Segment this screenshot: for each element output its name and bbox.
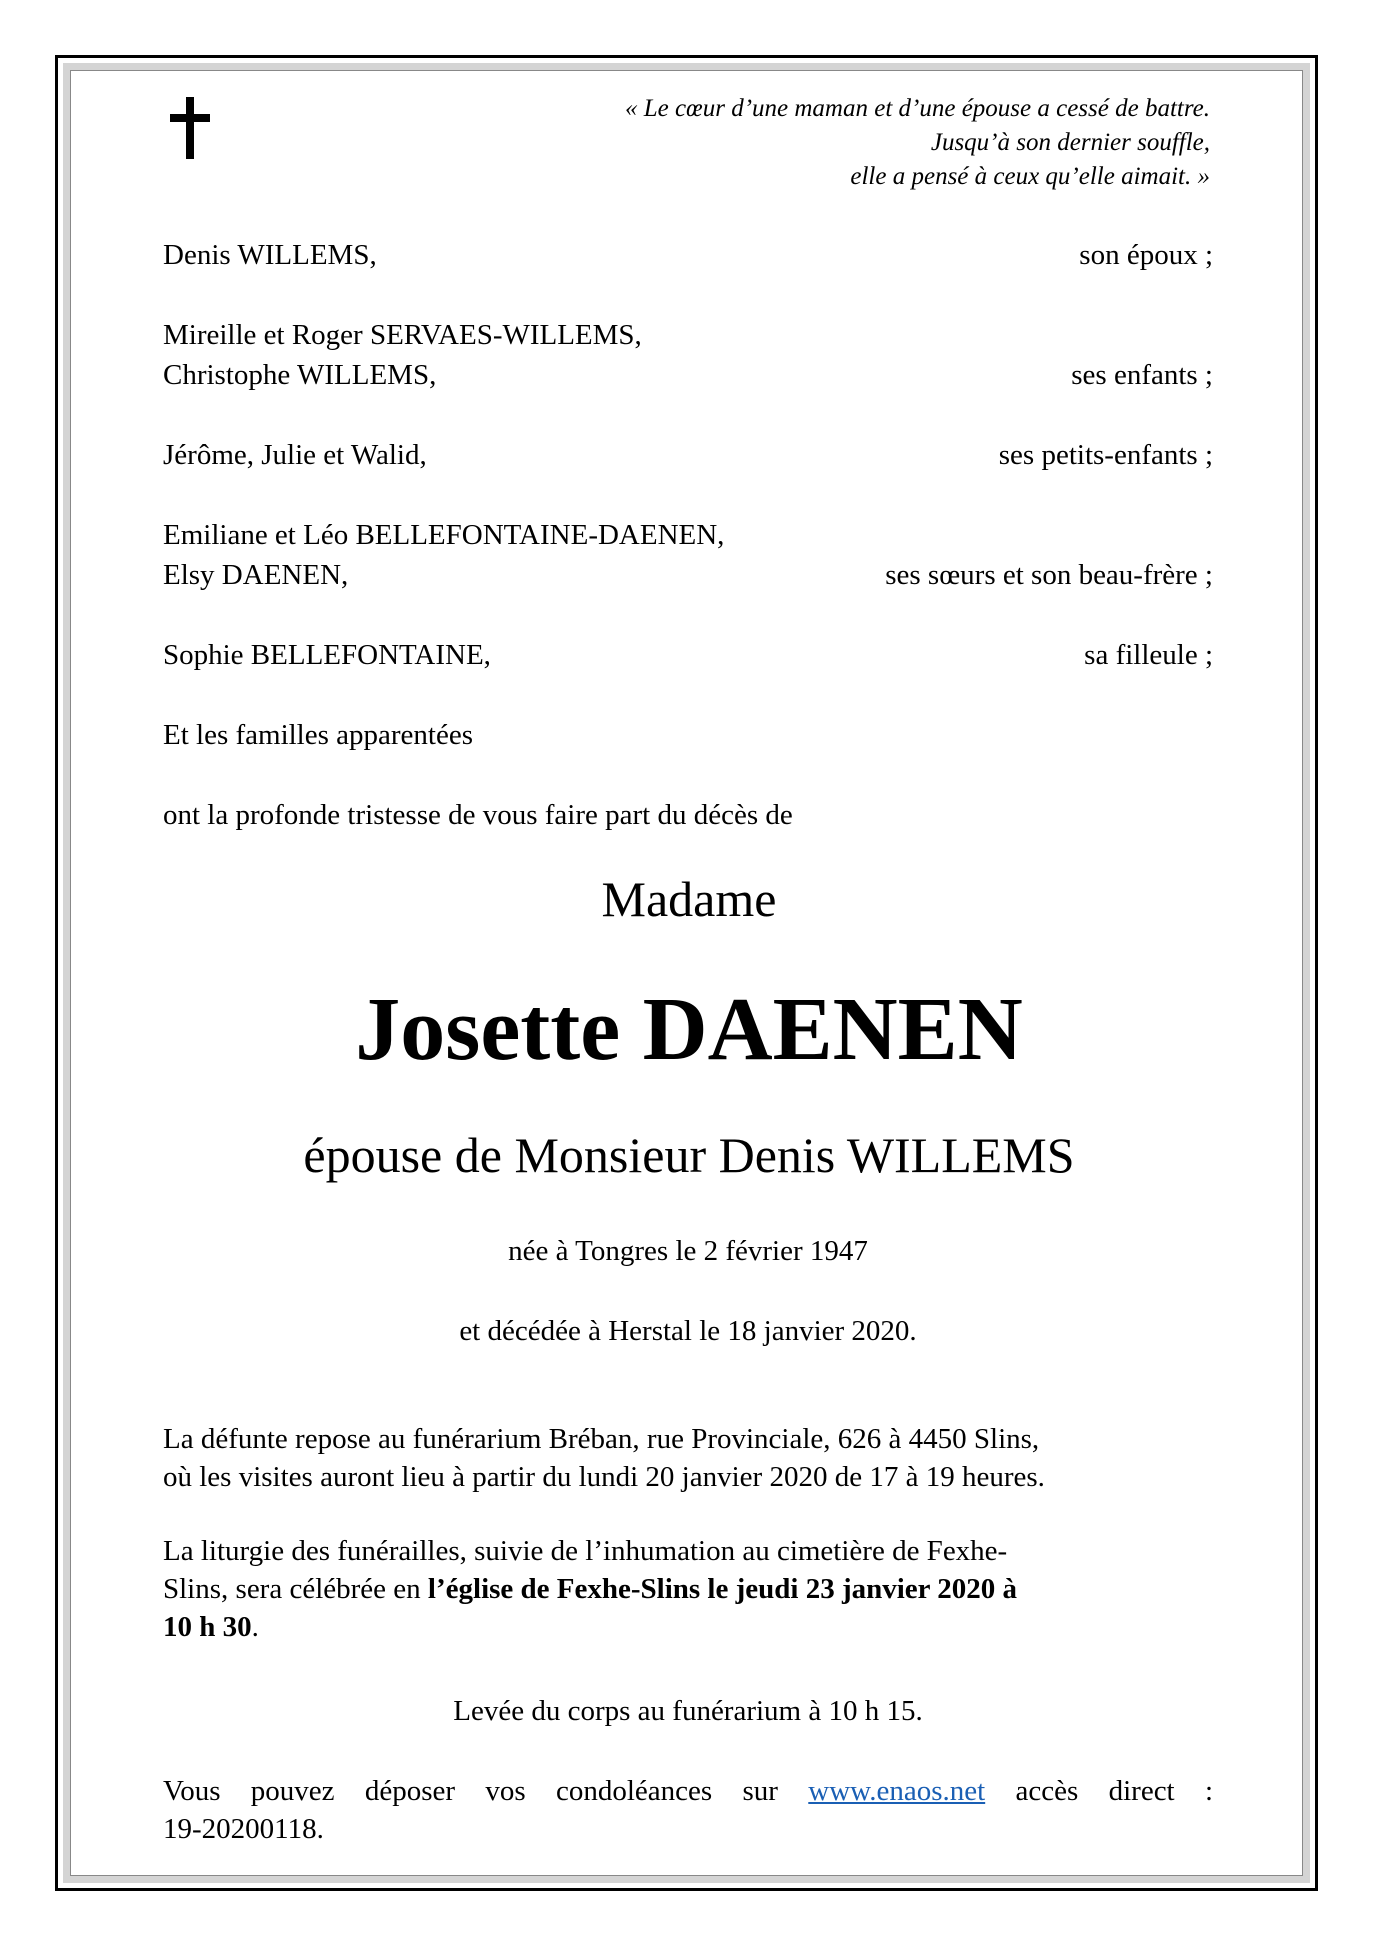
rest-line: où les visites auront lieu à partir du lundi 20 janvier 2020 de 17 à 19 heures. [163, 1461, 1045, 1493]
family-children-1 [163, 316, 1213, 354]
deceased-title: Madame [601, 871, 777, 927]
levee-text: Levée du corps au funérarium à 10 h 15. [453, 1695, 923, 1727]
liturgy-highlight: l’église de Fexhe-Slins le jeudi 23 janvier 2020 à [427, 1573, 1018, 1605]
liturgy-line [163, 1570, 1213, 1608]
rest-paragraph [163, 1420, 1213, 1496]
condolences-text-end: accès direct : [985, 1775, 1213, 1807]
birth-text: née à Tongres le 2 février 1947 [508, 1235, 868, 1267]
family-spouse [163, 236, 1213, 274]
rest-line: La défunte repose au funérarium Bréban, rue Provinciale, 626 à 4450 Slins, [163, 1423, 1040, 1455]
family-relatives [163, 716, 1213, 754]
birth-line [163, 1232, 1213, 1270]
family-relation: ses enfants ; [1071, 359, 1213, 391]
levee-line [163, 1692, 1213, 1730]
family-name: Elsy DAENEN, [163, 559, 349, 591]
condolences-line [163, 1772, 1213, 1810]
quote-line: Jusqu’à son dernier souffle, [930, 129, 1210, 156]
family-name: Emiliane et Léo BELLEFONTAINE-DAENEN, [163, 519, 725, 551]
family-name: Denis WILLEMS, [163, 239, 377, 271]
family-grandchildren [163, 436, 1213, 474]
family-name: Mireille et Roger SERVAES-WILLEMS, [163, 319, 642, 351]
family-goddaughter [163, 636, 1213, 674]
family-name: Christophe WILLEMS, [163, 359, 437, 391]
family-name: Sophie BELLEFONTAINE, [163, 639, 491, 671]
death-text: et décédée à Herstal le 18 janvier 2020. [459, 1315, 917, 1347]
family-relation: sa filleule ; [1084, 639, 1213, 671]
family-siblings-1 [163, 516, 1213, 554]
family-relation: ses petits-enfants ; [998, 439, 1213, 471]
condolences-text: Vous pouvez déposer vos condoléances sur [163, 1775, 809, 1807]
epigraph-quote [625, 92, 1210, 194]
family-relation: son époux ; [1079, 239, 1213, 271]
condolences-paragraph [163, 1772, 1213, 1848]
family-siblings-2 [163, 556, 1213, 594]
condolences-code: 19-20200118. [163, 1813, 324, 1845]
family-children-2 [163, 356, 1213, 394]
family-name: Jérôme, Julie et Walid, [163, 439, 427, 471]
announcement-text [163, 796, 1213, 834]
deceased-spouse-line: épouse de Monsieur Denis WILLEMS [303, 1127, 1075, 1183]
liturgy-line [163, 1608, 1213, 1646]
cross-icon [170, 97, 210, 159]
condolences-link[interactable]: www.enaos.net [808, 1775, 986, 1807]
relatives-text: Et les familles apparentées [163, 719, 474, 751]
announce-text: ont la profonde tristesse de vous faire part du décès de [163, 799, 793, 831]
family-relation: ses sœurs et son beau-frère ; [885, 559, 1213, 591]
liturgy-line: La liturgie des funérailles, suivie de l’inhumation au cimetière de Fexhe- [163, 1535, 1008, 1567]
quote-line: elle a pensé à ceux qu’elle aimait. » [850, 163, 1210, 190]
liturgy-time: 10 h 30 [163, 1611, 252, 1643]
deceased-name: Josette DAENEN [355, 980, 1023, 1079]
liturgy-text: Slins, sera célébrée en [163, 1573, 428, 1605]
liturgy-period: . [251, 1611, 259, 1643]
quote-line: « Le cœur d’une maman et d’une épouse a cessé de battre. [624, 95, 1210, 122]
liturgy-paragraph [163, 1532, 1213, 1646]
death-line [163, 1312, 1213, 1350]
